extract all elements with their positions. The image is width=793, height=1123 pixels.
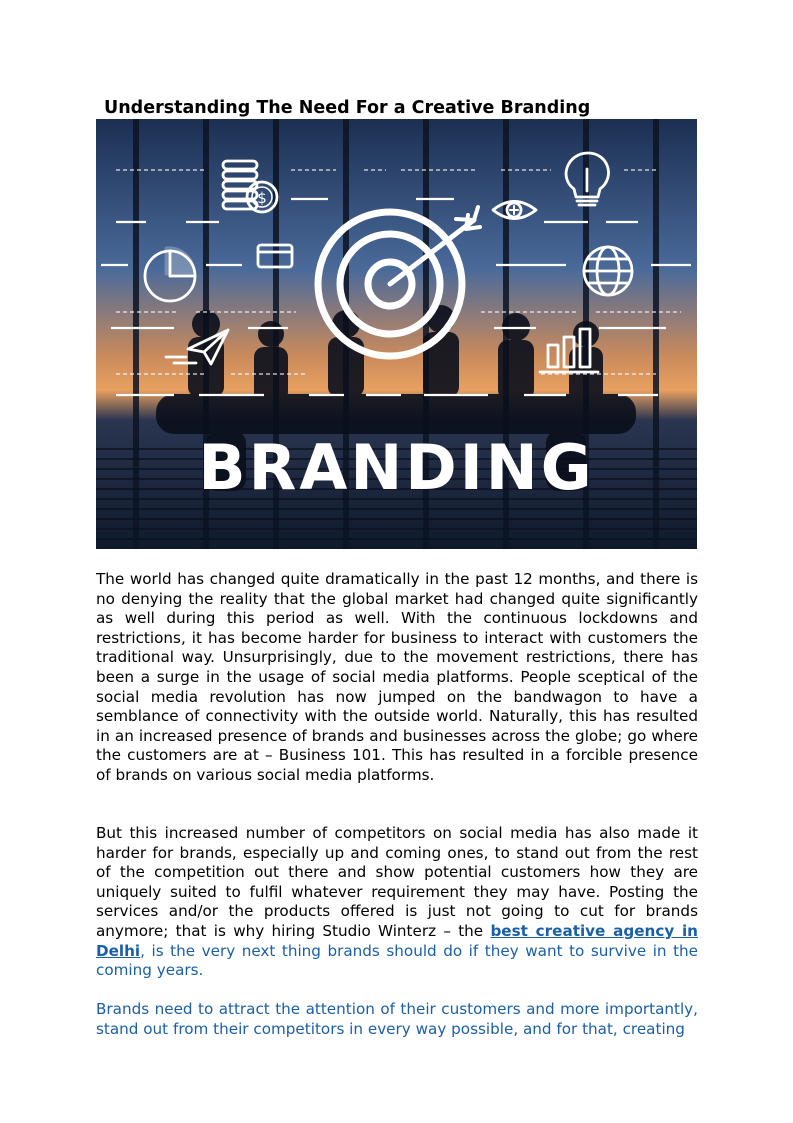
document-title: Understanding The Need For a Creative Branding	[104, 98, 591, 118]
svg-text:$: $	[257, 189, 267, 207]
paragraph-competitors-text: But this increased number of competitors on social media has also made it harder for brands, especially up and coming ones, to stand out from the rest of the competition out there and show potential customers how they are uniquely suited to fulfil whatever requirement they may have. Posting the services and/or the products offered is just not going to cut for brands anymore; that is why hiring Studio Winterz – the	[96, 824, 698, 940]
paragraph-attention: Brands need to attract the attention of their customers and more importantly, stand out from their competitors in every way possible, and for that, creating	[96, 1000, 698, 1038]
branding-hero-image	[96, 119, 697, 549]
creative-agency-link[interactable]: best creative agency in Delhi	[96, 921, 698, 960]
paragraph-competitors	[96, 824, 698, 981]
hero-branding-word: BRANDING	[198, 431, 595, 504]
dollar-coin-icon	[247, 182, 277, 212]
paragraph-competitors-tail: , is the very next thing brands should do if they want to survive in the coming years.	[96, 941, 698, 980]
paragraph-intro: The world has changed quite dramatically in the past 12 months, and there is no denying the reality that the global market had changed quite significantly as well during this period as well. With the continuous lockdowns and restrictions, it has become harder for business to interact with customers the traditional way. Unsurprisingly, due to the movement restrictions, there has been a surge in the usage of social media platforms. People sceptical of the social media revolution has now jumped on the bandwagon to have a semblance of connectivity with the outside world. Naturally, this has resulted in an increased presence of brands and businesses across the globe; go where the customers are at – Business 101. This has resulted in a forcible presence of brands on various social media platforms.	[96, 570, 698, 784]
